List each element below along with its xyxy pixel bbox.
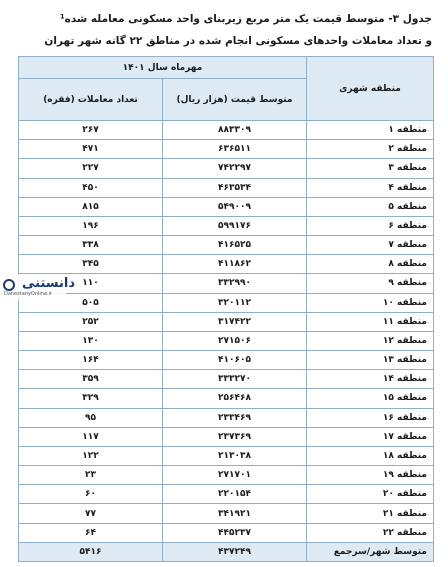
table-row: [19, 140, 434, 159]
count-cell: ۴۵۰: [19, 178, 163, 197]
count-cell: ۶۰: [19, 485, 163, 504]
table-body: [19, 121, 434, 562]
region-cell: منطقه ۴: [307, 178, 434, 197]
region-cell: منطقه ۹: [307, 274, 434, 293]
table-row: [19, 236, 434, 255]
count-cell: ۵۰۵: [19, 293, 163, 312]
count-cell: ۶۴: [19, 523, 163, 542]
count-cell: ۳۴۵: [19, 255, 163, 274]
count-cell: ۱۲۲: [19, 446, 163, 465]
count-column-header: تعداد معاملات (فقره): [19, 79, 163, 121]
region-column-header: منطقه شهری: [307, 57, 434, 121]
region-cell: منطقه ۱۹: [307, 466, 434, 485]
region-cell: منطقه ۱۸: [307, 446, 434, 465]
count-cell: ۴۷۱: [19, 140, 163, 159]
price-cell: ۳۱۷۴۲۲: [163, 312, 307, 331]
region-cell: منطقه ۱۱: [307, 312, 434, 331]
count-cell: ۹۵: [19, 408, 163, 427]
region-cell: منطقه ۱۷: [307, 427, 434, 446]
price-cell: ۳۲۰۱۱۲: [163, 293, 307, 312]
count-cell: ۲۳: [19, 466, 163, 485]
period-header: مهرماه سال ۱۴۰۱: [19, 57, 307, 79]
region-cell: منطقه ۲: [307, 140, 434, 159]
count-cell: ۲۵۲: [19, 312, 163, 331]
price-cell: ۷۴۲۲۹۷: [163, 159, 307, 178]
table-row: [19, 389, 434, 408]
count-cell: ۱۹۶: [19, 216, 163, 235]
table-row: [19, 370, 434, 389]
price-cell: ۳۳۳۲۷۰: [163, 370, 307, 389]
count-cell: ۲۶۷: [19, 121, 163, 140]
price-cell: ۴۱۱۸۶۲: [163, 255, 307, 274]
watermark-word: دانستنی: [22, 276, 76, 291]
count-cell: ۸۱۵: [19, 197, 163, 216]
price-cell: ۴۱۰۶۰۵: [163, 351, 307, 370]
count-cell: ۱۱۰: [19, 274, 163, 293]
average-row: [19, 542, 434, 561]
region-cell: منطقه ۷: [307, 236, 434, 255]
table-row: [19, 408, 434, 427]
region-cell: منطقه ۱۶: [307, 408, 434, 427]
table-row: [19, 178, 434, 197]
table-row: [19, 446, 434, 465]
region-cell: منطقه ۲۲: [307, 523, 434, 542]
price-cell: ۴۶۳۵۳۴: [163, 178, 307, 197]
price-column-header: متوسط قیمت (هزار ریال): [163, 79, 307, 121]
logo-circle-icon: [3, 279, 15, 291]
count-cell: ۳۳۸: [19, 236, 163, 255]
region-cell: منطقه ۱۴: [307, 370, 434, 389]
table-row: [19, 466, 434, 485]
region-cell: منطقه ۱: [307, 121, 434, 140]
table-row: [19, 216, 434, 235]
region-cell: منطقه ۸: [307, 255, 434, 274]
count-cell: ۷۷: [19, 504, 163, 523]
table-row: [19, 293, 434, 312]
region-cell: منطقه ۱۳: [307, 351, 434, 370]
count-cell: ۲۲۷: [19, 159, 163, 178]
table-row: [19, 504, 434, 523]
region-cell: منطقه ۱۰: [307, 293, 434, 312]
price-cell: ۵۴۹۰۰۹: [163, 197, 307, 216]
price-cell: ۲۵۶۴۶۸: [163, 389, 307, 408]
region-cell: منطقه ۲۱: [307, 504, 434, 523]
region-cell: منطقه ۳: [307, 159, 434, 178]
price-cell: ۳۴۱۹۲۱: [163, 504, 307, 523]
table-row: [19, 485, 434, 504]
price-cell: ۲۷۱۵۰۶: [163, 331, 307, 350]
price-cell: ۴۴۵۲۳۷: [163, 523, 307, 542]
table-title: جدول ۳- متوسط قیمت یک متر مربع زیربنای واحد مسکونی معامله شده¹: [60, 13, 432, 25]
price-cell: ۳۳۲۹۹۰: [163, 274, 307, 293]
price-cell: ۲۷۱۷۰۱: [163, 466, 307, 485]
count-cell: ۳۲۹: [19, 389, 163, 408]
table-row: [19, 331, 434, 350]
price-cell: ۲۱۳۰۳۸: [163, 446, 307, 465]
table-row: [19, 312, 434, 331]
region-cell: منطقه ۲۰: [307, 485, 434, 504]
table-row: [19, 121, 434, 140]
region-cell: منطقه ۶: [307, 216, 434, 235]
watermark-url: DanestanyOnline.ir: [4, 291, 53, 297]
count-cell: ۵۴۱۶: [19, 542, 163, 561]
table-row: [19, 427, 434, 446]
price-cell: ۴۳۷۲۴۹: [163, 542, 307, 561]
count-cell: ۱۶۴: [19, 351, 163, 370]
region-cell: متوسط شهر/سرجمع: [307, 542, 434, 561]
region-cell: منطقه ۱۵: [307, 389, 434, 408]
region-cell: منطقه ۱۲: [307, 331, 434, 350]
price-cell: ۵۹۹۱۷۶: [163, 216, 307, 235]
table-row: [19, 255, 434, 274]
table-row: [19, 274, 434, 293]
table-subtitle: و تعداد معاملات واحدهای مسکونی انجام شده در مناطق ۲۲ گانه شهر تهران: [44, 35, 432, 47]
table-row: [19, 523, 434, 542]
count-cell: ۳۵۹: [19, 370, 163, 389]
price-cell: ۲۳۳۴۶۹: [163, 408, 307, 427]
price-cell: ۴۱۶۵۲۵: [163, 236, 307, 255]
table-row: [19, 351, 434, 370]
price-cell: ۸۸۳۳۰۹: [163, 121, 307, 140]
price-cell: ۶۳۶۵۱۱: [163, 140, 307, 159]
watermark-logo: [0, 274, 76, 300]
price-table: [18, 56, 434, 562]
price-cell: ۲۲۰۱۵۴: [163, 485, 307, 504]
price-cell: ۲۳۷۳۶۹: [163, 427, 307, 446]
region-cell: منطقه ۵: [307, 197, 434, 216]
count-cell: ۱۱۷: [19, 427, 163, 446]
count-cell: ۱۳۰: [19, 331, 163, 350]
table-row: [19, 159, 434, 178]
table-row: [19, 197, 434, 216]
